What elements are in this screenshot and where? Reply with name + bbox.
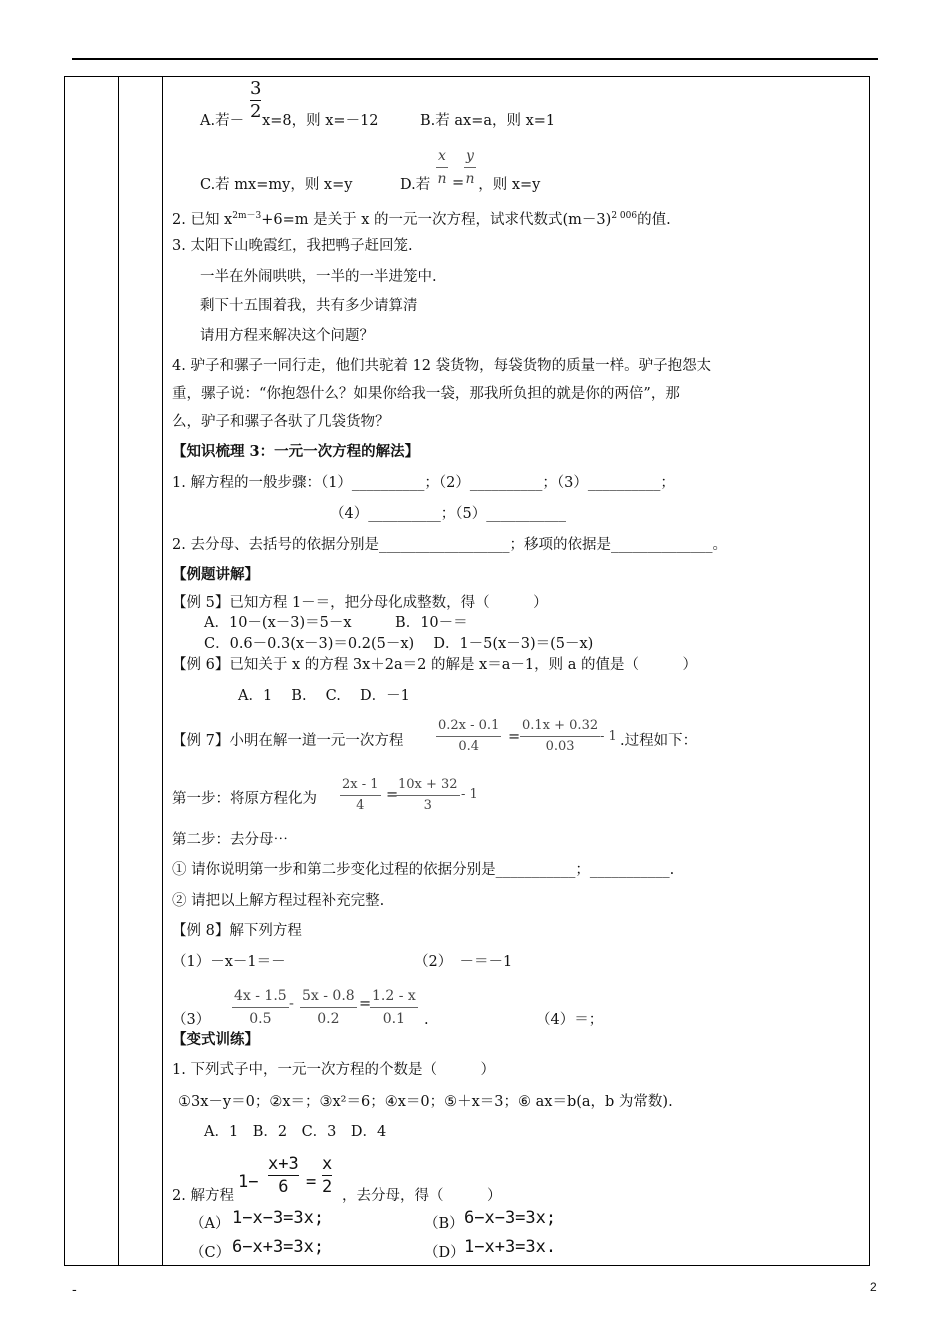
question-3-line: 请用方程来解决这个问题？ <box>200 328 374 344</box>
variant-2-option-b: 6−x−3=3x; <box>464 1208 557 1228</box>
example-7-fraction-left: $\frac{0.2x - 0.1}{0.4}$ <box>438 718 500 754</box>
step-2: 第二步：去分母⋯ <box>172 832 288 848</box>
example-7-fraction-right: $\frac{0.1x + 0.32}{0.03}$ <box>522 718 599 754</box>
example-8-part-4: （4）＝； <box>536 1012 604 1028</box>
basis-line: 2. 去分母、去括号的依据分别是__________________；移项的依据是______________。 <box>172 537 727 553</box>
variant-2-fraction-1: $\frac{x+3}{6}$ <box>268 1154 299 1197</box>
variant-2-suffix: ，去分母，得（ ） <box>342 1188 502 1204</box>
q1-option-c: C.若 mx=my，则 x=y <box>200 177 353 193</box>
q1-d-equals: = <box>452 175 465 191</box>
question-4-line: 么，驴子和骡子各驮了几袋货物？ <box>172 414 390 430</box>
example-6-options: A．1 B. C. D．－1 <box>238 688 410 704</box>
question-2: 2. 已知 $x^{2m-3}+6=m$ 是关于 x 的一元一次方程，试求代数式$(m-3)^{2 006}$的值. <box>172 211 671 228</box>
table-col-border <box>118 76 119 1266</box>
question-4-line: 重，骡子说：“你抱怨什么？如果你给我一袋，那我所负担的就是你的两倍”，那 <box>172 386 680 402</box>
page-number: 2 <box>870 1280 877 1294</box>
section-title-examples: 【例题讲解】 <box>172 566 259 583</box>
step-1-fraction-left: $\frac{2x - 1}{4}$ <box>342 777 379 813</box>
question-3-line: 3. 太阳下山晚霞红，我把鸭子赶回笼. <box>172 238 413 254</box>
example-7-tail: - 1 <box>600 729 617 744</box>
example-7-suffix: .过程如下： <box>620 733 698 749</box>
example-8-part-3-label: （3） <box>172 1012 211 1028</box>
q1-option-a: A.若－ x=8，则 x=－12 <box>200 113 379 129</box>
question-3-line: 一半在外闹哄哄，一半的一半进笼中. <box>200 269 437 285</box>
example-5-options-cd: C．0.6－0.3(x－3)＝0.2(5－x) D．1－5(x－3)＝(5－x) <box>204 636 594 652</box>
step-1-fraction-right: $\frac{10x + 32}{3}$ <box>398 777 458 813</box>
example-7-prefix: 【例 7】小明在解一道一元一次方程 <box>172 733 404 749</box>
variant-2-option-c-label: （C） <box>190 1245 231 1261</box>
q1-d-fraction-x: $\frac{x}{n}$ <box>436 145 448 190</box>
example-8-part-1: （1）－x－1＝－ <box>172 954 286 970</box>
variant-2-option-a: 1−x−3=3x; <box>232 1208 325 1228</box>
question-4-line: 4. 驴子和骡子一同行走，他们共驼着 12 袋货物，每袋货物的质量一样。驴子抱怨太 <box>172 358 712 374</box>
example-8-fraction-1: $\frac{4x - 1.5}{0.5}$ <box>232 985 289 1030</box>
section-title-variant: 【变式训练】 <box>172 1031 259 1048</box>
variant-2-equals: = <box>306 1172 317 1192</box>
variant-2-option-b-label: （B） <box>424 1216 464 1232</box>
variant-1-list: ①3x－y＝0；②x＝；③x²＝6；④x＝0；⑤＋x＝3；⑥ ax＝b(a，b 为常数). <box>178 1094 673 1110</box>
example-8: 【例 8】解下列方程 <box>172 923 302 939</box>
example-8-period: . <box>424 1012 429 1028</box>
question-3-line: 剩下十五围着我，共有多少请算清 <box>200 298 418 314</box>
q1-a-fraction: $\frac{3}{2}$ <box>250 78 262 122</box>
variant-2-option-c: 6−x+3=3x; <box>232 1237 325 1257</box>
variant-2-option-a-label: （A） <box>190 1216 230 1232</box>
variant-1: 1. 下列式子中，一元一次方程的个数是（ ） <box>172 1062 495 1078</box>
q1-option-d: D.若 ，则 x=y <box>400 177 541 193</box>
q1-d-fraction-y: $\frac{y}{n}$ <box>464 145 476 190</box>
table-bottom-border <box>64 1265 870 1266</box>
variant-2-option-d-label: （D） <box>424 1245 465 1261</box>
example-5-options-ab: A．10－(x－3)＝5－x B．10－＝ <box>204 615 468 631</box>
variant-2-prefix: 2. 解方程 <box>172 1188 234 1204</box>
example-8-equals: = <box>359 996 372 1012</box>
question-circle-1: ① 请你说明第一步和第二步变化过程的依据分别是___________；___________. <box>172 862 675 878</box>
table-col-border <box>869 76 870 1266</box>
table-col-border <box>162 76 163 1266</box>
question-circle-2: ② 请把以上解方程过程补充完整. <box>172 893 385 909</box>
variant-2-option-d: 1−x+3=3x. <box>464 1237 557 1257</box>
example-7-equals: = <box>508 729 521 745</box>
table-top-border <box>64 76 870 77</box>
step-1-tail: - 1 <box>461 787 478 802</box>
variant-2-eq-left: 1− <box>238 1172 259 1192</box>
step-1-prefix: 第一步：将原方程化为 <box>172 791 317 807</box>
table-col-border <box>64 76 65 1266</box>
step-1-equals: = <box>386 787 399 803</box>
example-8-fraction-3: $\frac{1.2 - x}{0.1}$ <box>370 985 418 1030</box>
q1-option-b: B.若 ax=a，则 x=1 <box>420 113 556 129</box>
header-rule <box>72 58 878 60</box>
steps-line-2: （4）__________；（5）___________ <box>330 506 566 522</box>
footer-mark: - <box>72 1282 77 1298</box>
example-8-part-2: （2） －＝－1 <box>414 954 513 970</box>
variant-2-fraction-2: $\frac{x}{2}$ <box>322 1154 333 1197</box>
steps-line-1: 1. 解方程的一般步骤：（1）__________；（2）__________；（3）__________； <box>172 475 675 491</box>
example-5: 【例 5】已知方程 1－＝，把分母化成整数，得（ ） <box>172 595 548 611</box>
example-8-minus: - <box>289 996 294 1012</box>
example-8-fraction-2: $\frac{5x - 0.8}{0.2}$ <box>300 985 357 1030</box>
section-title-knowledge-3: 【知识梳理 3：一元一次方程的解法】 <box>172 443 420 460</box>
variant-1-options: A．1 B．2 C．3 D．4 <box>204 1124 387 1140</box>
example-6: 【例 6】已知关于 x 的方程 3x＋2a＝2 的解是 x＝a－1，则 a 的值是（ ） <box>172 657 697 673</box>
